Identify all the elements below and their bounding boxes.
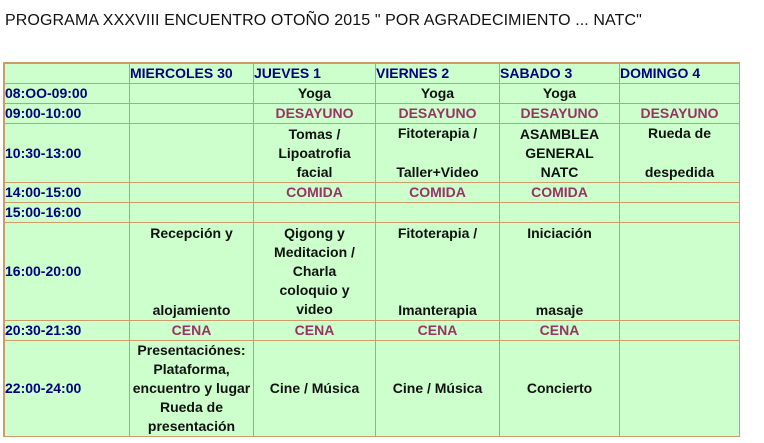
cell-0900-sunday: DESAYUNO [620,104,740,124]
cell-1500-friday [376,203,500,223]
cell-2200-saturday: Concierto [500,341,620,437]
table-row [5,203,740,223]
schedule-table [3,62,740,437]
document-title: PROGRAMA XXXVIII ENCUENTRO OTOÑO 2015 " POR AGRADECIMIENTO ... NATC" [5,12,642,29]
time-slot-1500: 15:00-16:00 [5,203,130,223]
cell-2030-thursday: CENA [254,321,376,341]
day-header-thursday: JUEVES 1 [254,64,376,84]
cell-0800-sunday [620,84,740,104]
cell-line: ASAMBLEA [519,125,600,142]
cell-1030-thursday [254,124,376,183]
cell-0800-saturday: Yoga [500,84,620,104]
time-slot-2200: 22:00-24:00 [5,341,130,437]
cell-0900-saturday: DESAYUNO [500,104,620,124]
cell-line: coloquio y [279,282,350,298]
cell-1400-thursday: COMIDA [254,183,376,203]
cell-line: Qigong y [284,225,345,241]
cell-1400-friday: COMIDA [376,183,500,203]
cell-line: Plataforma, [153,361,230,377]
cell-0900-wednesday [130,104,254,124]
cell-line: Imanterapia [398,301,477,318]
day-header-wednesday: MIERCOLES 30 [130,64,254,84]
day-header-saturday: SABADO 3 [500,64,620,84]
cell-line: NATC [540,163,579,180]
cell-1030-sunday [620,124,740,183]
cell-1030-friday [376,124,500,183]
cell-1600-friday [376,223,500,321]
cell-line: encuentro y lugar [132,380,251,396]
table-row [5,84,740,104]
time-slot-1030: 10:30-13:00 [5,124,130,183]
cell-line: despedida [644,164,715,180]
day-header-friday: VIERNES 2 [376,64,500,84]
time-slot-1600: 16:00-20:00 [5,223,130,321]
cell-line: facial [296,163,333,180]
cell-0800-thursday: Yoga [254,84,376,104]
cell-1400-wednesday [130,183,254,203]
cell-0800-wednesday [130,84,254,104]
cell-1600-saturday [500,223,620,321]
time-slot-0800: 08:OO-09:00 [5,84,130,104]
cell-line: Recepción y [150,224,233,241]
time-slot-0900: 09:00-10:00 [5,104,130,124]
cell-1500-wednesday [130,203,254,223]
cell-2200-wednesday [130,341,254,437]
cell-line: presentación [147,418,236,434]
corner-cell [5,64,130,84]
cell-line: Lipoatrofia [278,144,351,161]
cell-line: Iniciación [527,224,592,241]
cell-line: Taller+Video [396,164,479,180]
cell-2030-saturday: CENA [500,321,620,341]
cell-line: GENERAL [525,144,594,161]
cell-1600-sunday [620,223,740,321]
cell-line: alojamiento [152,301,231,318]
cell-line: Rueda de [159,399,223,415]
cell-line: Tomas / [288,125,341,142]
table-row [5,321,740,341]
cell-1400-sunday [620,183,740,203]
cell-2030-wednesday: CENA [130,321,254,341]
cell-0900-thursday: DESAYUNO [254,104,376,124]
cell-1030-wednesday [130,124,254,183]
cell-1400-saturday: COMIDA [500,183,620,203]
day-header-sunday: DOMINGO 4 [620,64,740,84]
cell-line: Presentaciónes: [137,342,246,358]
cell-2200-sunday [620,341,740,437]
time-slot-1400: 14:00-15:00 [5,183,130,203]
cell-1500-thursday [254,203,376,223]
time-slot-2030: 20:30-21:30 [5,321,130,341]
cell-1030-saturday [500,124,620,183]
table-row [5,124,740,183]
cell-1600-thursday [254,223,376,321]
table-row [5,223,740,321]
cell-line: masaje [535,301,584,318]
cell-line: video [296,301,333,317]
cell-1500-saturday [500,203,620,223]
cell-2200-thursday: Cine / Música [254,341,376,437]
cell-1500-sunday [620,203,740,223]
header-row [5,64,740,84]
cell-line: Charla [292,263,337,279]
cell-line: Meditacion / [274,244,355,260]
table-row [5,104,740,124]
cell-0900-friday: DESAYUNO [376,104,500,124]
cell-2030-friday: CENA [376,321,500,341]
cell-line: Fitoterapia / [397,125,478,141]
cell-0800-friday: Yoga [376,84,500,104]
cell-1600-wednesday [130,223,254,321]
cell-2030-sunday [620,321,740,341]
cell-2200-friday: Cine / Música [376,341,500,437]
cell-line: Fitoterapia / [397,224,478,241]
table-row [5,183,740,203]
table-row [5,341,740,437]
cell-line: Rueda de [647,125,711,141]
